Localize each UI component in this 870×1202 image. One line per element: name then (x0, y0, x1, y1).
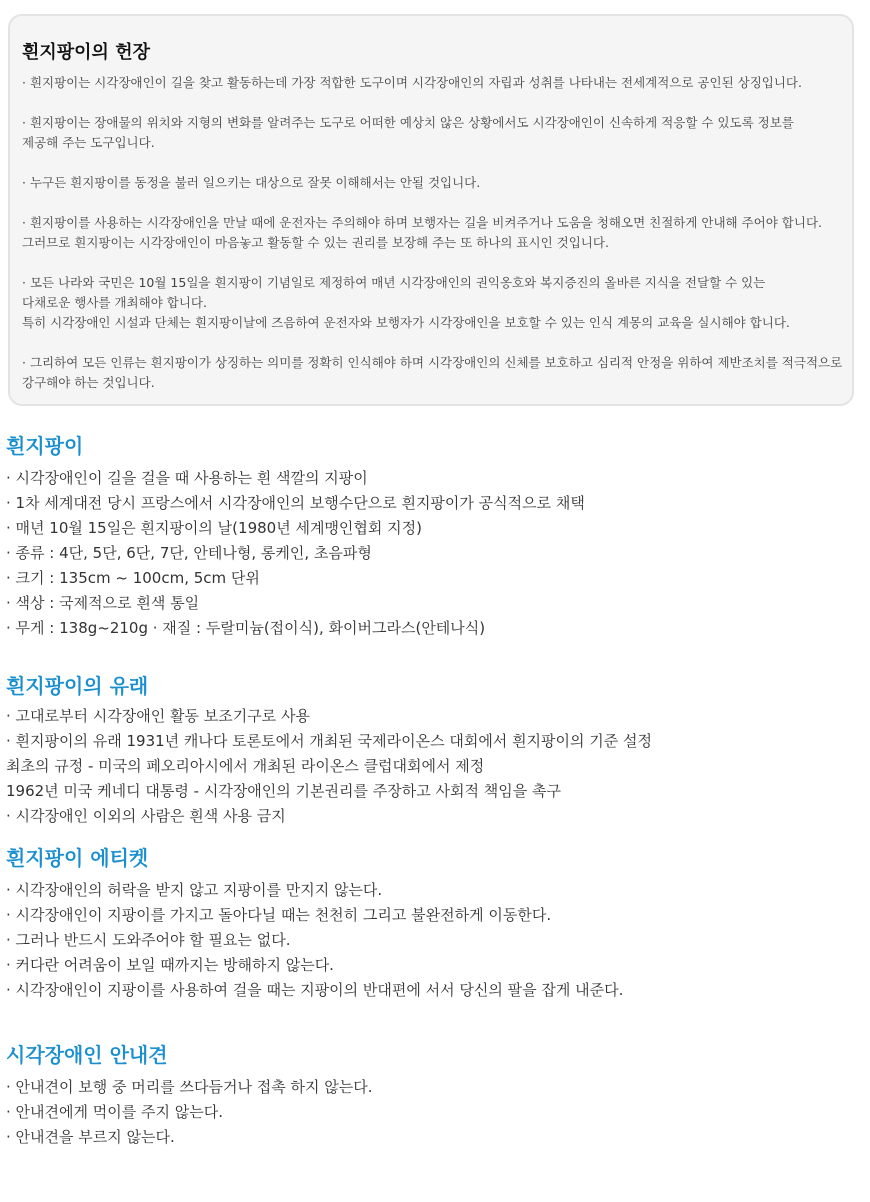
section-title: 흰지팡이 (6, 434, 84, 458)
charter-title: 흰지팡이의 헌장 (22, 42, 150, 63)
charter-line: 강구해야 하는 것입니다. (22, 375, 155, 390)
section-title: 흰지팡이의 유래 (6, 674, 149, 698)
charter-line: 다채로운 행사를 개최해야 합니다. (22, 295, 207, 310)
charter-paragraph-1 (22, 73, 850, 93)
list-item: · 매년 10월 15일은 흰지팡이의 날(1980년 세계맹인협회 지정) (6, 519, 422, 537)
charter-line: · 흰지팡이를 사용하는 시각장애인을 만날 때에 운전자는 주의해야 하며 보행자는 길을 비켜주거나 도움을 청해오면 친절하게 안내해 주어야 합니다. (22, 215, 822, 230)
charter-paragraph-3 (22, 173, 850, 193)
section-origin (6, 673, 866, 829)
charter-box (8, 14, 854, 406)
charter-paragraph-4 (22, 213, 850, 253)
list-item: · 시각장애인 이외의 사람은 흰색 사용 금지 (6, 807, 286, 825)
section-list (6, 878, 866, 1003)
charter-paragraph-5 (22, 273, 850, 333)
charter-line: 제공해 주는 도구입니다. (22, 135, 155, 150)
charter-line: 특히 시각장애인 시설과 단체는 흰지팡이날에 즈음하여 운전자와 보행자가 시각장애인을 보호할 수 있는 인식 계몽의 교육을 실시해야 합니다. (22, 315, 790, 330)
charter-paragraph-2 (22, 113, 850, 153)
section-list (6, 704, 866, 829)
list-item: · 고대로부터 시각장애인 활동 보조기구로 사용 (6, 707, 310, 725)
list-item: · 안내견에게 먹이를 주지 않는다. (6, 1103, 223, 1121)
list-item: · 안내견을 부르지 않는다. (6, 1128, 175, 1146)
list-item: · 시각장애인이 길을 걸을 때 사용하는 흰 색깔의 지팡이 (6, 469, 368, 487)
charter-line: · 모든 나라와 국민은 10월 15일을 흰지팡이 기념일로 제정하여 매년 시각장애인의 권익옹호와 복지증진의 올바른 지식을 전달할 수 있는 (22, 275, 766, 290)
list-item: · 안내견이 보행 중 머리를 쓰다듬거나 접촉 하지 않는다. (6, 1078, 373, 1096)
charter-line: · 흰지팡이는 장애물의 위치와 지형의 변화를 알려주는 도구로 어떠한 예상치 않은 상황에서도 시각장애인이 신속하게 적응할 수 있도록 정보를 (22, 115, 794, 130)
list-item: · 크기 : 135cm ~ 100cm, 5cm 단위 (6, 569, 260, 587)
charter-line: · 그리하여 모든 인류는 흰지팡이가 상징하는 의미를 정확히 인식해야 하며 시각장애인의 신체를 보호하고 심리적 안정을 위하여 제반조치를 적극적으로 (22, 355, 843, 370)
section-white-cane (6, 433, 866, 641)
list-item: 최초의 규정 - 미국의 페오리아시에서 개최된 라이온스 클럽대회에서 제정 (6, 757, 485, 775)
section-title: 시각장애인 안내견 (6, 1043, 168, 1067)
list-item: · 색상 : 국제적으로 흰색 통일 (6, 594, 200, 612)
charter-line: · 흰지팡이는 시각장애인이 길을 찾고 활동하는데 가장 적합한 도구이며 시각장애인의 자립과 성취를 나타내는 전세계적으로 공인된 상징입니다. (22, 75, 802, 90)
list-item: · 1차 세계대전 당시 프랑스에서 시각장애인의 보행수단으로 흰지팡이가 공식적으로 채택 (6, 494, 585, 512)
list-item: · 흰지팡이의 유래 1931년 캐나다 토론토에서 개최된 국제라이온스 대회에서 흰지팡이의 기준 설정 (6, 732, 653, 750)
list-item: · 시각장애인이 지팡이를 사용하여 걸을 때는 지팡이의 반대편에 서서 당신의 팔을 잡게 내준다. (6, 981, 624, 999)
charter-line: · 누구든 흰지팡이를 동정을 불러 일으키는 대상으로 잘못 이해해서는 안될 것입니다. (22, 175, 481, 190)
charter-line: 그러므로 흰지팡이는 시각장애인이 마음놓고 활동할 수 있는 권리를 보장해 주는 또 하나의 표시인 것입니다. (22, 235, 609, 250)
list-item: 1962년 미국 케네디 대통령 - 시각장애인의 기본권리를 주장하고 사회적 책임을 촉구 (6, 782, 561, 800)
list-item: · 그러나 반드시 도와주어야 할 필요는 없다. (6, 931, 291, 949)
charter-paragraph-6 (22, 353, 850, 393)
list-item: · 종류 : 4단, 5단, 6단, 7단, 안테나형, 롱케인, 초음파형 (6, 544, 372, 562)
list-item: · 무게 : 138g~210g · 재질 : 두랄미늄(접이식), 화이버그라스(안테나식) (6, 619, 486, 637)
section-guide-dog (6, 1042, 866, 1150)
section-list (6, 466, 866, 641)
section-title: 흰지팡이 에티켓 (6, 846, 149, 870)
section-etiquette (6, 845, 866, 1003)
list-item: · 커다란 어려움이 보일 때까지는 방해하지 않는다. (6, 956, 334, 974)
list-item: · 시각장애인의 허락을 받지 않고 지팡이를 만지지 않는다. (6, 881, 383, 899)
section-list (6, 1075, 866, 1150)
list-item: · 시각장애인이 지팡이를 가지고 돌아다닐 때는 천천히 그리고 불완전하게 이동한다. (6, 906, 552, 924)
